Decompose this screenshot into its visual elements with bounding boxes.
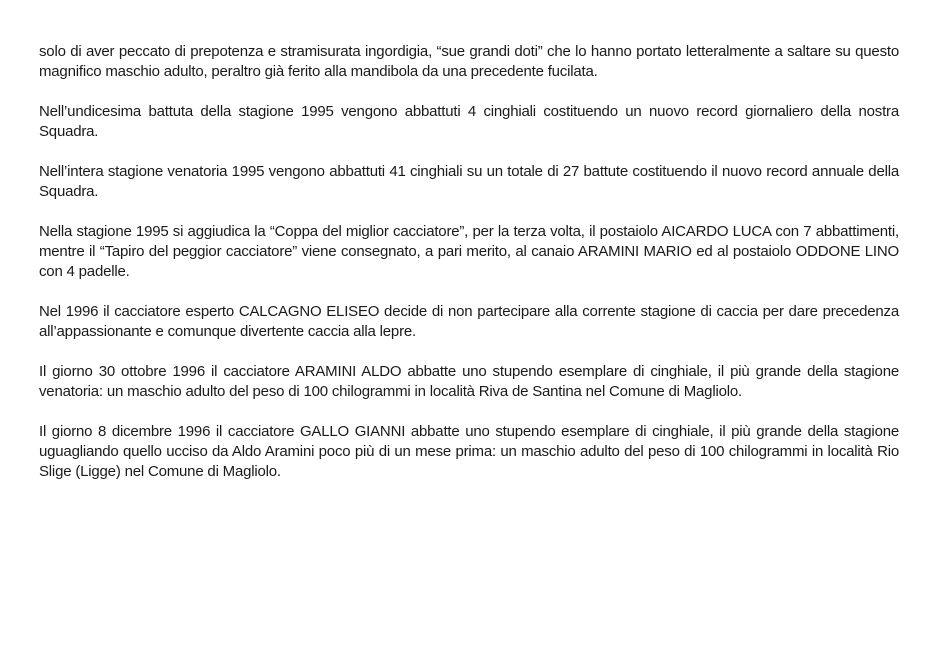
- paragraph-1: solo di aver peccato di prepotenza e stramisurata ingordigia, “sue grandi doti” che lo hanno portato letteralmente a saltare su questo magnifico maschio adulto, peraltro già ferito alla mandibola da una precedente fucilata.: [39, 43, 899, 80]
- document-page: [39, 42, 899, 502]
- paragraph-3: Nell’intera stagione venatoria 1995 vengono abbattuti 41 cinghiali su un totale di 27 battute costituendo il nuovo record annuale della Squadra.: [39, 163, 899, 200]
- paragraph-2: Nell’undicesima battuta della stagione 1995 vengono abbattuti 4 cinghiali costituendo un nuovo record giornaliero della nostra Squadra.: [39, 103, 899, 140]
- paragraph-6: Il giorno 30 ottobre 1996 il cacciatore ARAMINI ALDO abbatte uno stupendo esemplare di cinghiale, il più grande della stagione venatoria: un maschio adulto del peso di 100 chilogrammi in località Riva de Santina nel Comune di Magliolo.: [39, 363, 899, 400]
- paragraph-4: Nella stagione 1995 si aggiudica la “Coppa del miglior cacciatore”, per la terza volta, il postaiolo AICARDO LUCA con 7 abbattimenti, mentre il “Tapiro del peggior cacciatore” viene consegnato, a pari merito, al canaio ARAMINI MARIO ed al postaiolo ODDONE LINO con 4 padelle.: [39, 223, 899, 280]
- paragraph-5: Nel 1996 il cacciatore esperto CALCAGNO ELISEO decide di non partecipare alla corrente stagione di caccia per dare precedenza all’appassionante e comunque divertente caccia alla lepre.: [39, 303, 899, 340]
- paragraph-7: Il giorno 8 dicembre 1996 il cacciatore GALLO GIANNI abbatte uno stupendo esemplare di cinghiale, il più grande della stagione uguagliando quello ucciso da Aldo Aramini poco più di un mese prima: un maschio adulto del peso di 100 chilogrammi in località Rio Slige (Ligge) nel Comune di Magliolo.: [39, 423, 899, 480]
